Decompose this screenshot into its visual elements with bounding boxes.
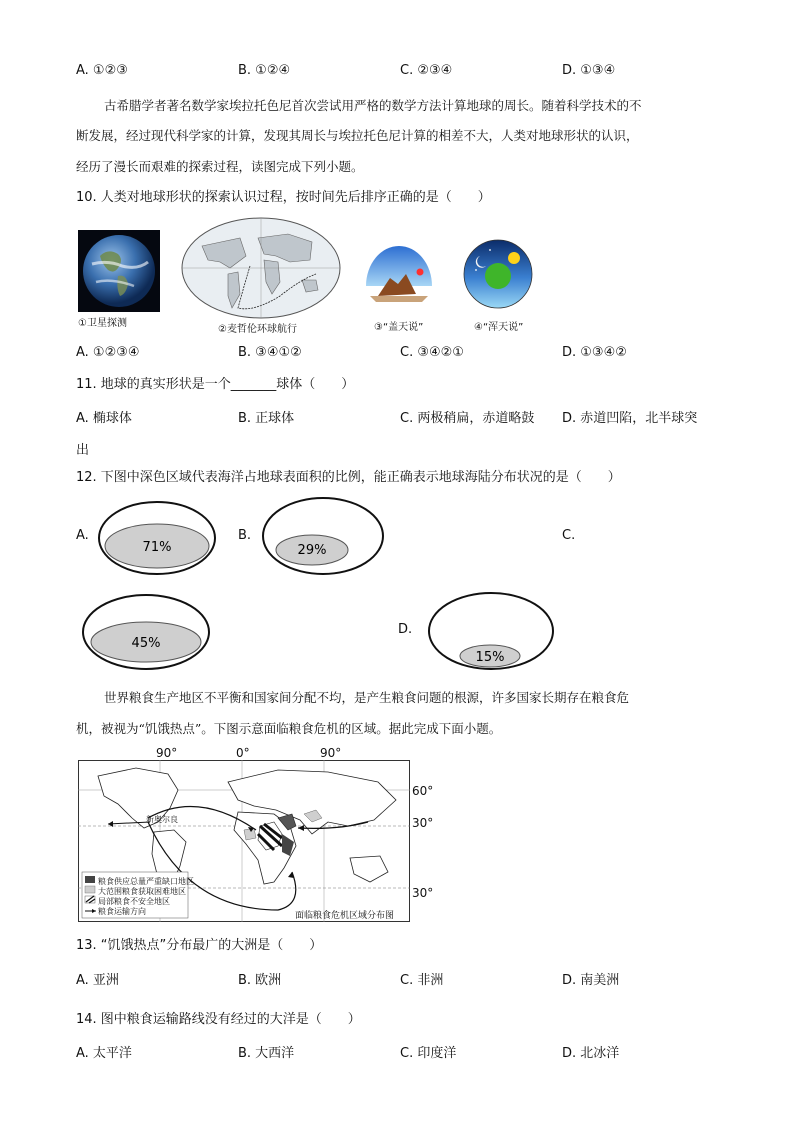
legend-transport-direction: 粮食运输方向: [98, 907, 146, 916]
satellite-earth-image: [78, 230, 160, 312]
q11-option-b: B. 正球体: [238, 411, 295, 426]
q14-option-b: B. 大西洋: [238, 1046, 295, 1061]
q14-option-c: C. 印度洋: [400, 1046, 457, 1061]
q12-label-b: B.: [238, 528, 252, 543]
q9-option-d: D. ①③④: [562, 63, 616, 78]
map-lat-60n: 60°: [412, 784, 434, 798]
legend-severe-shortage: 粮食供应总量严重缺口地区: [98, 877, 194, 886]
q14-stem: 14. 图中粮食运输路线没有经过的大洋是（ ）: [76, 1012, 361, 1027]
percent-a: 71%: [142, 540, 172, 555]
q14-option-d: D. 北冰洋: [562, 1046, 620, 1061]
q9-option-a: A. ①②③: [76, 63, 128, 78]
map-region-label: 新奥尔良: [146, 815, 178, 824]
q10-option-b: B. ③④①②: [238, 345, 302, 360]
q11-option-d: D. 赤道凹陷，北半球突: [562, 411, 698, 426]
canopy-heaven-image: [364, 240, 434, 310]
q12-label-c: C.: [562, 528, 576, 543]
q12-label-d: D.: [398, 622, 413, 637]
ellipse-option-d: [426, 590, 556, 672]
passage-line: 世界粮食生产地区不平衡和国家间分配不均，是产生粮食问题的根源，许多国家长期存在粮食危: [104, 690, 630, 705]
percent-c: 45%: [131, 636, 161, 651]
q11-option-c: C. 两极稍扁，赤道略鼓: [400, 411, 535, 426]
passage-line: 古希腊学者著名数学家埃拉托色尼首次尝试用严格的数学方法计算地球的周长。随着科学技术的不: [104, 98, 642, 113]
passage-line: 经历了漫长而艰难的探索过程，读图完成下列小题。: [76, 159, 364, 174]
q10-stem: 10. 人类对地球形状的探索认识过程，按时间先后排序正确的是（ ）: [76, 190, 491, 205]
q10-option-d: D. ①③④②: [562, 345, 627, 360]
q13-option-a: A. 亚洲: [76, 973, 119, 988]
q12-label-a: A.: [76, 528, 89, 543]
caption-huntian: ④“浑天说”: [474, 322, 524, 333]
caption-magellan: ②麦哲伦环球航行: [218, 324, 297, 335]
map-lat-30n: 30°: [412, 816, 434, 830]
q10-option-c: C. ③④②①: [400, 345, 464, 360]
ellipse-option-a: [96, 498, 218, 578]
map-lon-90e: 90°: [320, 746, 342, 760]
q10-option-a: A. ①②③④: [76, 345, 140, 360]
passage-line: 机，被视为“饥饿热点”。下图示意面临粮食危机的区域。据此完成下面小题。: [76, 721, 502, 736]
q11-stem: 11. 地球的真实形状是一个_______球体（ ）: [76, 377, 355, 392]
q11-option-a: A. 椭球体: [76, 411, 132, 426]
q13-option-d: D. 南美洲: [562, 973, 620, 988]
map-lat-30s: 30°: [412, 886, 434, 900]
ellipse-option-c: [80, 592, 212, 672]
map-lon-0: 0°: [236, 746, 250, 760]
q9-option-b: B. ①②④: [238, 63, 291, 78]
percent-b: 29%: [297, 543, 327, 558]
q9-option-c: C. ②③④: [400, 63, 453, 78]
map-lon-90w: 90°: [156, 746, 178, 760]
map-title: 面临粮食危机区域分布图: [295, 911, 395, 921]
percent-d: 15%: [475, 650, 505, 665]
legend-widespread-difficulty: 大范围粮食获取困难地区: [98, 887, 186, 896]
caption-satellite: ①卫星探测: [78, 318, 127, 329]
sphere-heaven-image: [462, 238, 534, 310]
q13-stem: 13. “饥饿热点”分布最广的大洲是（ ）: [76, 938, 323, 953]
q13-option-b: B. 欧洲: [238, 973, 282, 988]
q14-option-a: A. 太平洋: [76, 1046, 132, 1061]
q13-option-c: C. 非洲: [400, 973, 444, 988]
magellan-route-map: [180, 216, 342, 320]
caption-gaitian: ③“盖天说”: [374, 322, 424, 333]
ellipse-option-b: [260, 494, 386, 578]
legend-local-insecurity: 局部粮食不安全地区: [98, 897, 170, 906]
q12-stem: 12. 下图中深色区域代表海洋占地球表面积的比例，能正确表示地球海陆分布状况的是（ ）: [76, 470, 621, 485]
passage-line: 断发展，经过现代科学家的计算，发现其周长与埃拉托色尼计算的相差不大，人类对地球形状的认识，: [76, 128, 639, 143]
q11-option-d-wrap: 出: [76, 443, 90, 458]
